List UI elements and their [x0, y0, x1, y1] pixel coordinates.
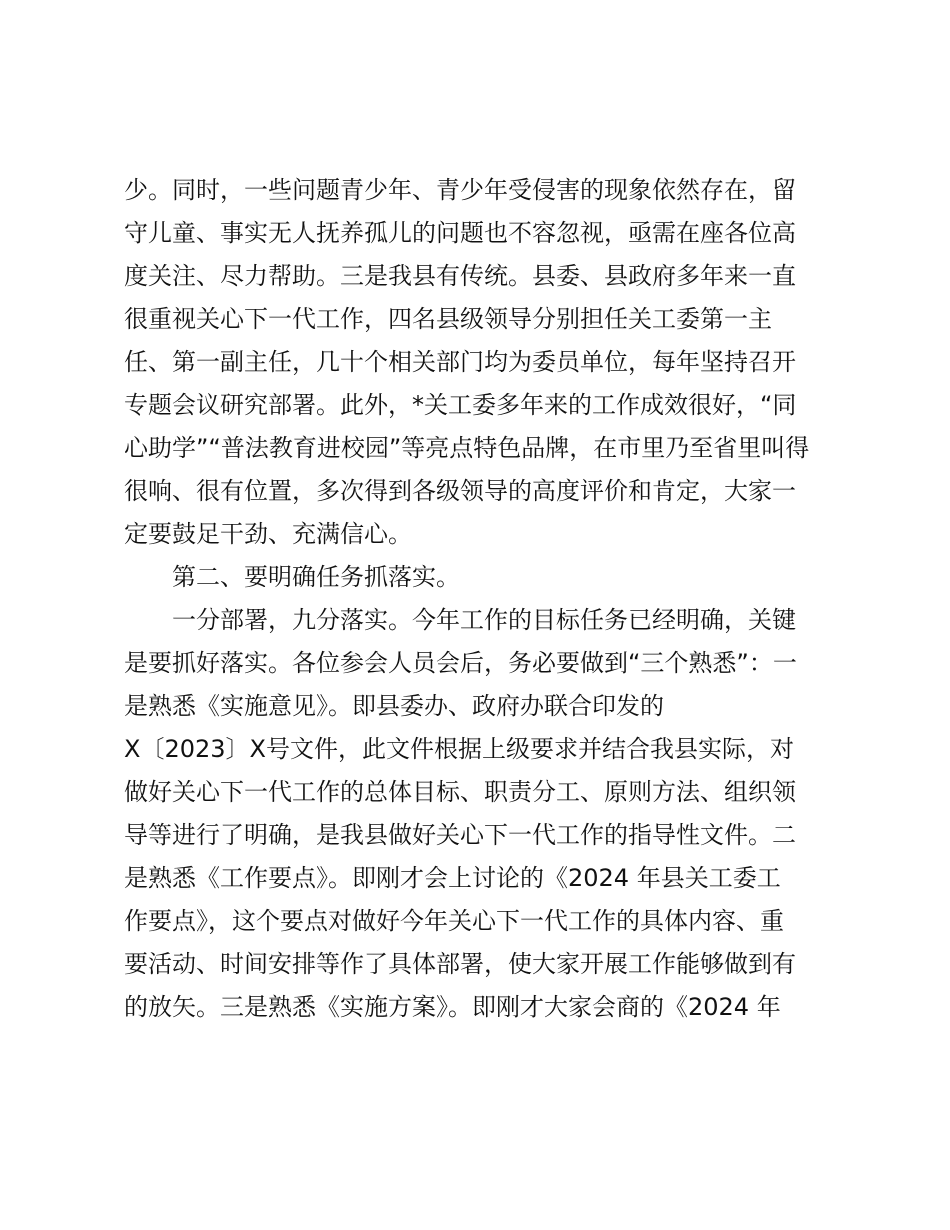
- text-line: 作要点》，这个要点对做好今年关心下一代工作的具体内容、重: [124, 907, 784, 935]
- text-line: 心助学”“普法教育进校园”等亮点特色品牌，在市里乃至省里叫得: [124, 434, 810, 462]
- text-line: 度关注、尽力帮助。三是我县有传统。县委、县政府多年来一直: [124, 262, 796, 290]
- body-text: [124, 169, 844, 1029]
- text-line: 的放矢。三是熟悉《实施方案》。即刚才大家会商的《2024 年: [124, 993, 781, 1021]
- text-line: 很响、很有位置，多次得到各级领导的高度评价和肯定，大家一: [124, 477, 796, 505]
- text-line: 任、第一副主任，几十个相关部门均为委员单位，每年坚持召开: [124, 348, 796, 376]
- text-line: 一分部署，九分落实。今年工作的目标任务已经明确，关键: [124, 606, 796, 634]
- text-line: 是要抓好落实。各位参会人员会后，务必要做到“三个熟悉”：一: [124, 649, 797, 677]
- text-line: X〔2023〕X号文件，此文件根据上级要求并结合我县实际，对: [124, 735, 794, 763]
- text-line: 要活动、时间安排等作了具体部署，使大家开展工作能够做到有: [124, 950, 796, 978]
- text-line: 定要鼓足干劲、充满信心。: [124, 520, 412, 548]
- text-line: 导等进行了明确，是我县做好关心下一代工作的指导性文件。二: [124, 821, 796, 849]
- section-heading: 第二、要明确任务抓落实。: [124, 563, 460, 591]
- text-line: 守儿童、事实无人抚养孤儿的问题也不容忽视，亟需在座各位高: [124, 219, 796, 247]
- text-line: 很重视关心下一代工作，四名县级领导分别担任关工委第一主: [124, 305, 772, 333]
- text-line: 是熟悉《工作要点》。即刚才会上讨论的《2024 年县关工委工: [124, 864, 781, 892]
- text-line: 是熟悉《实施意见》。即县委办、政府办联合印发的: [124, 692, 664, 720]
- text-line: 少。同时，一些问题青少年、青少年受侵害的现象依然存在，留: [124, 176, 796, 204]
- text-line: 做好关心下一代工作的总体目标、职责分工、原则方法、组织领: [124, 778, 796, 806]
- text-line: 专题会议研究部署。此外，*关工委多年来的工作成效很好，“同: [124, 391, 797, 419]
